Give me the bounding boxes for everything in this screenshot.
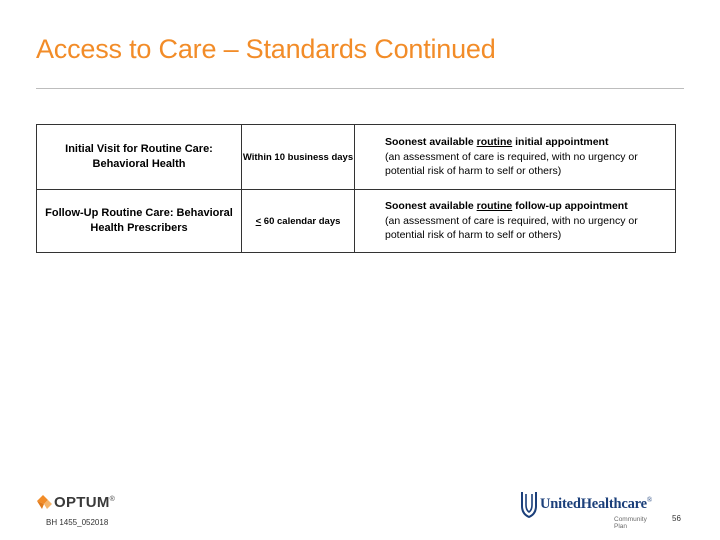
category-line: Health Prescribers — [90, 222, 188, 234]
unitedhealthcare-logo — [520, 490, 660, 530]
description-cell — [355, 190, 676, 253]
optum-mark-icon — [34, 492, 54, 512]
optum-wordmark: OPTUM® — [54, 494, 116, 511]
description-lead: Soonest available routine follow-up appointment — [385, 200, 628, 213]
less-equal-symbol: < — [255, 215, 262, 227]
description-lead: Soonest available routine initial appointment — [385, 136, 609, 149]
category-line: Initial Visit for Routine Care: — [65, 143, 213, 155]
category-line: Follow-Up Routine Care: Behavioral — [45, 207, 233, 219]
page-number: 56 — [672, 514, 681, 523]
uhc-shield-icon — [520, 490, 538, 518]
standard-text: 60 calendar days — [261, 215, 341, 227]
standard-cell — [242, 190, 355, 253]
description-line: potential risk of harm to self or others) — [385, 165, 562, 178]
description-line: (an assessment of care is required, with no urgency or — [385, 214, 638, 227]
slide-title: Access to Care – Standards Continued — [36, 34, 496, 64]
underlined-word: routine — [476, 136, 513, 149]
description-cell — [355, 125, 676, 190]
underlined-word: routine — [476, 200, 513, 213]
category-cell — [37, 190, 242, 253]
category-line: Behavioral Health — [92, 158, 186, 170]
table-row — [37, 125, 676, 190]
access-standards-table — [36, 124, 676, 253]
standard-cell — [242, 125, 355, 190]
document-code: BH 1455_052018 — [46, 518, 109, 527]
category-cell — [37, 125, 242, 190]
title-divider — [36, 88, 684, 89]
table-row — [37, 190, 676, 253]
description-line: potential risk of harm to self or others) — [385, 229, 562, 242]
uhc-wordmark: UnitedHealthcare® — [540, 496, 652, 512]
uhc-subtitle: Community Plan — [614, 516, 647, 530]
description-line: (an assessment of care is required, with no urgency or — [385, 150, 638, 163]
standard-text: Within 10 business days — [242, 151, 354, 163]
